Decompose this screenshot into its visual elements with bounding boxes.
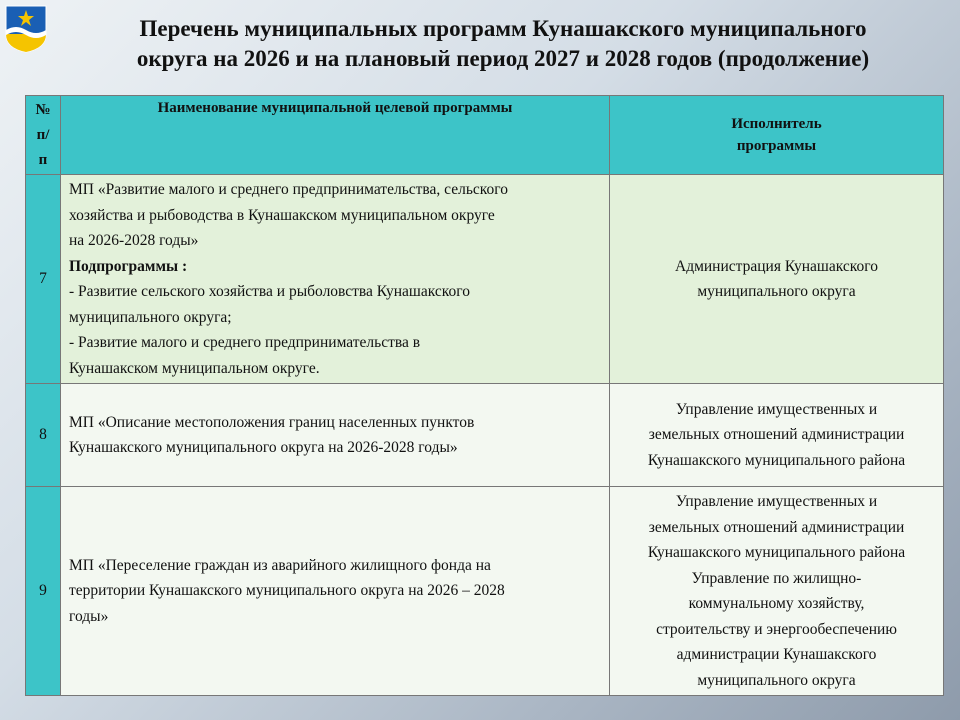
- subprograms-label: Подпрограммы :: [69, 257, 188, 275]
- row-number: 8: [26, 384, 61, 487]
- program-name-cell: МП «Развитие малого и среднего предпринимательства, сельского хозяйства и рыбоводства в Кунашакском муниципальном округе на 2026-2028 годы» Подпрограммы : - Развитие сельского хозяйства и рыболовства Кунашакского муниципального округа; - Развитие малого и среднего предпринимательства в Кунашакском муниципальном округе.: [61, 175, 610, 384]
- header-number: № п/ п: [26, 96, 61, 175]
- page-title-line-1: Перечень муниципальных программ Кунашакского муниципального: [139, 16, 867, 41]
- executor-cell: Управление имущественных и земельных отношений администрации Кунашакского муниципального района Управление по жилищно- коммунальному хозяйству, строительству и энергообеспечению администрации Кунашакского муниципального округа: [610, 487, 944, 696]
- header-executor: Исполнитель программы: [610, 96, 944, 175]
- page-title: [56, 14, 950, 74]
- page-title-line-2: округа на 2026 и на плановый период 2027 и 2028 годов (продолжение): [136, 46, 870, 71]
- executor-cell: Администрация Кунашакского муниципального округа: [610, 175, 944, 384]
- row-number: 7: [26, 175, 61, 384]
- coat-of-arms-icon: [4, 4, 48, 54]
- table-header-row: [26, 96, 944, 175]
- table-row: [26, 487, 944, 696]
- header-program-name: Наименование муниципальной целевой программы: [61, 96, 610, 175]
- programs-table: [25, 95, 944, 696]
- row-number: 9: [26, 487, 61, 696]
- table-row: [26, 175, 944, 384]
- program-name-cell: МП «Переселение граждан из аварийного жилищного фонда на территории Кунашакского муниципального округа на 2026 – 2028 годы»: [61, 487, 610, 696]
- executor-cell: Управление имущественных и земельных отношений администрации Кунашакского муниципального района: [610, 384, 944, 487]
- program-name-cell: МП «Описание местоположения границ населенных пунктов Кунашакского муниципального округа на 2026-2028 годы»: [61, 384, 610, 487]
- table-row: [26, 384, 944, 487]
